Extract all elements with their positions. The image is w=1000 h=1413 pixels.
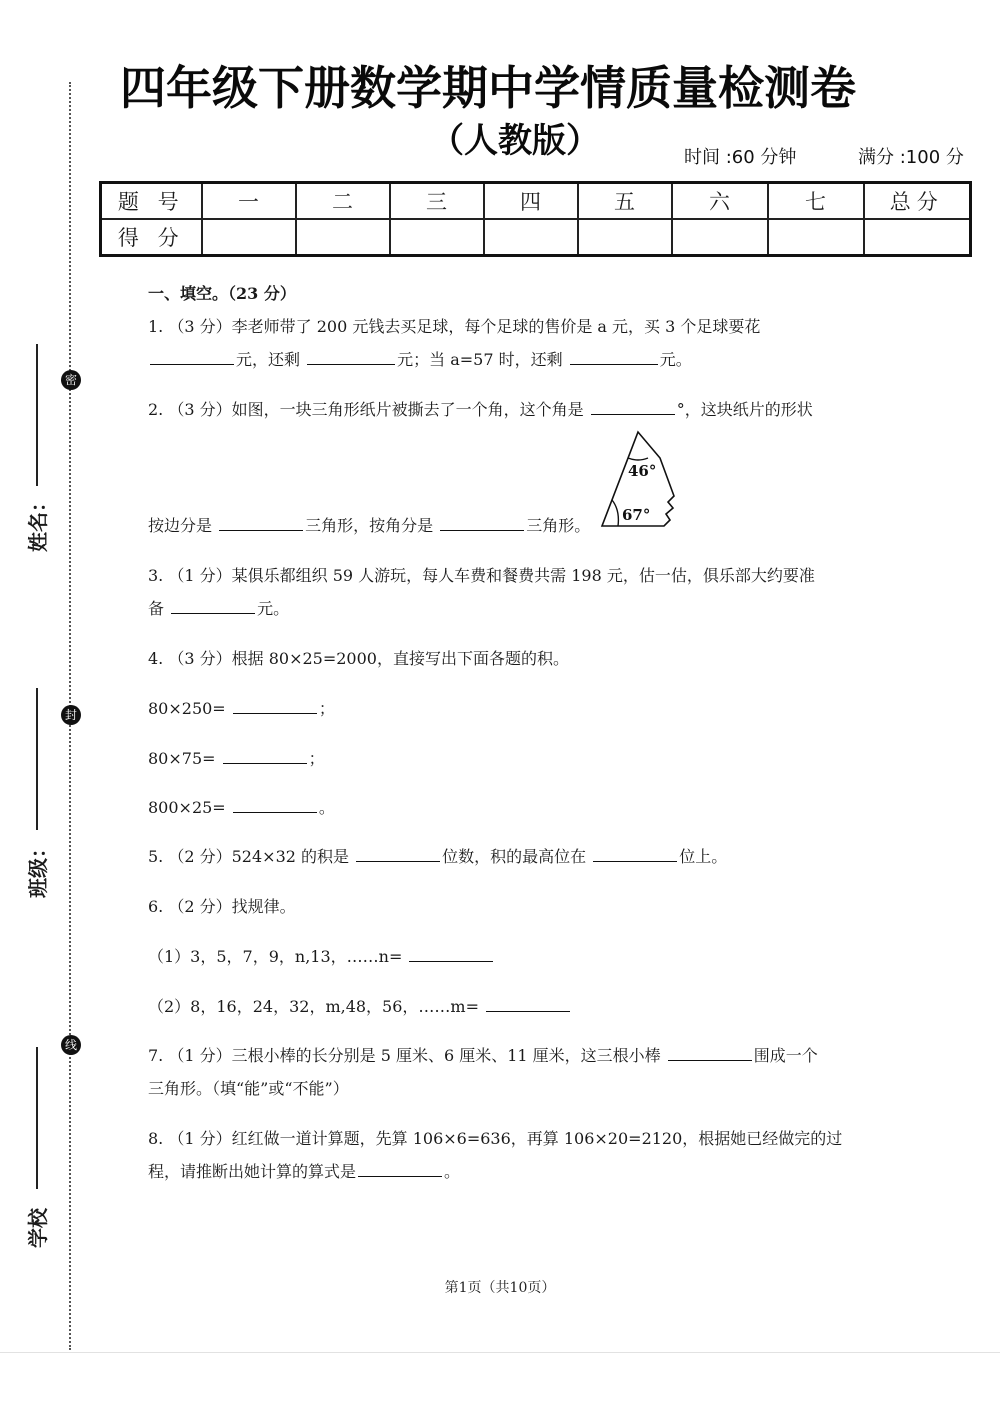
answer-blank[interactable] (233, 798, 317, 813)
q6-text: 6. （2 分）找规律。 (148, 897, 296, 916)
answer-blank[interactable] (668, 1046, 752, 1061)
q3-part: 元。 (257, 599, 290, 618)
q8-text: 8. （1 分）红红做一道计算题，先算 106×6=636，再算 106×20=2120，根据她已经做完的过 (148, 1129, 843, 1148)
score-cell[interactable] (202, 219, 296, 256)
q2-part: 按边分是 (148, 516, 213, 535)
name-label: 姓名： (26, 492, 50, 552)
seal-mark-mi: 密 (61, 370, 81, 390)
q3-part: 备 (148, 599, 165, 618)
score-table-score-row (101, 219, 971, 256)
answer-blank[interactable] (440, 516, 524, 531)
score-cell[interactable] (484, 219, 578, 256)
q4-text: 4. （3 分）根据 80×25=2000，直接写出下面各题的积。 (148, 649, 569, 668)
q2-part: 三角形。 (526, 516, 591, 535)
q2-text (148, 400, 813, 420)
q7-line2: 三角形。（填“能”或“不能”） (148, 1079, 349, 1098)
q2-part: 三角形，按角分是 (305, 516, 434, 535)
score-row-label: 得 分 (101, 219, 202, 256)
q5-text (148, 847, 727, 867)
score-table-header-cell: 一 (202, 183, 296, 220)
q4-expr: 800×25= (148, 798, 226, 817)
top-angle-label: 46° (628, 462, 657, 480)
score-cell[interactable] (390, 219, 484, 256)
q3-answer-line (148, 599, 289, 619)
answer-blank[interactable] (593, 847, 677, 862)
q5-part: 位上。 (679, 847, 728, 866)
q1-part: 元，还剩 (236, 350, 301, 369)
answer-blank[interactable] (150, 350, 234, 365)
answer-blank[interactable] (356, 847, 440, 862)
exam-title: 四年级下册数学期中学情质量检测卷 (120, 61, 856, 115)
q1-part: 元；当 a=57 时，还剩 (397, 350, 563, 369)
q1-part: 元。 (659, 350, 692, 369)
q6-sub-text: （1）3，5，7，9，n,13，……n= (148, 947, 403, 966)
answer-blank[interactable] (219, 516, 303, 531)
seal-mark-xian: 线 (61, 1035, 81, 1055)
answer-blank[interactable] (409, 947, 493, 962)
answer-blank[interactable] (358, 1162, 442, 1177)
class-fill-line[interactable] (36, 688, 38, 830)
answer-blank[interactable] (223, 749, 307, 764)
q2-part: °，这块纸片的形状 (676, 400, 813, 419)
q1-text: 1. （3 分）李老师带了 200 元钱去买足球，每个足球的售价是 a 元，买 3 个足球要花 (148, 317, 761, 336)
score-table-header-cell: 七 (768, 183, 864, 220)
q6-sub-text: （2）8，16，24，32，m,48，56，……m= (148, 997, 479, 1016)
score-cell[interactable] (672, 219, 768, 256)
score-table-header-cell: 题 号 (101, 183, 202, 220)
bottom-angle-label: 67° (622, 506, 651, 524)
q8-answer-line (148, 1162, 460, 1182)
score-table-header-cell: 三 (390, 183, 484, 220)
q4-item (148, 699, 335, 719)
torn-triangle-figure (598, 428, 688, 532)
q2-answer-line (148, 516, 590, 536)
score-table (99, 181, 972, 257)
answer-blank[interactable] (307, 350, 395, 365)
school-label: 学校 (26, 1208, 50, 1248)
q7-text (148, 1046, 818, 1066)
score-table-header-cell: 五 (578, 183, 672, 220)
top-angle-arc (628, 458, 648, 460)
answer-blank[interactable] (233, 699, 317, 714)
score-table-header-cell: 四 (484, 183, 578, 220)
answer-blank[interactable] (591, 400, 675, 415)
q7-part: 7. （1 分）三根小棒的长分别是 5 厘米、6 厘米、11 厘米，这三根小棒 (148, 1046, 661, 1065)
q5-part: 5. （2 分）524×32 的积是 (148, 847, 350, 866)
class-label: 班级： (26, 838, 50, 898)
school-fill-line[interactable] (36, 1047, 38, 1189)
q4-expr: 80×75= (148, 749, 216, 768)
seal-mark-feng: 封 (61, 705, 81, 725)
q4-item (148, 749, 325, 769)
score-table-header-row (101, 183, 971, 220)
exam-full-score: 满分 :100 分 (858, 147, 964, 168)
bottom-angle-arc (612, 500, 618, 526)
answer-blank[interactable] (570, 350, 658, 365)
q1-answer-line (148, 350, 692, 370)
page-number: 第1页（共10页） (444, 1280, 556, 1296)
name-fill-line[interactable] (36, 344, 38, 486)
score-cell[interactable] (768, 219, 864, 256)
exam-time: 时间 :60 分钟 (684, 147, 797, 168)
answer-blank[interactable] (486, 997, 570, 1012)
q4-item (148, 798, 335, 818)
score-table-header-cell: 总分 (864, 183, 971, 220)
q5-part: 位数，积的最高位在 (442, 847, 587, 866)
q3-text: 3. （1 分）某俱乐都组织 59 人游玩，每人车费和餐费共需 198 元，估一估，俱乐部大约要准 (148, 566, 815, 585)
q4-end: 。 (318, 798, 335, 817)
q6-sub2 (148, 997, 572, 1017)
q2-part: 2. （3 分）如图，一块三角形纸片被撕去了一个角，这个角是 (148, 400, 584, 419)
answer-blank[interactable] (171, 599, 255, 614)
q6-sub1 (148, 947, 495, 967)
score-cell[interactable] (296, 219, 390, 256)
q4-expr: 80×250= (148, 699, 226, 718)
score-cell[interactable] (864, 219, 971, 256)
score-table-header-cell: 六 (672, 183, 768, 220)
exam-subtitle: （人教版） (430, 121, 600, 161)
q8-part: 程，请推断出她计算的算式是 (148, 1162, 357, 1181)
q4-end: ； (318, 699, 335, 718)
section-heading: 一、填空。（23 分） (148, 284, 296, 303)
q8-part: 。 (444, 1162, 461, 1181)
q4-end: ； (308, 749, 325, 768)
q7-part: 围成一个 (753, 1046, 818, 1065)
score-table-header-cell: 二 (296, 183, 390, 220)
score-cell[interactable] (578, 219, 672, 256)
